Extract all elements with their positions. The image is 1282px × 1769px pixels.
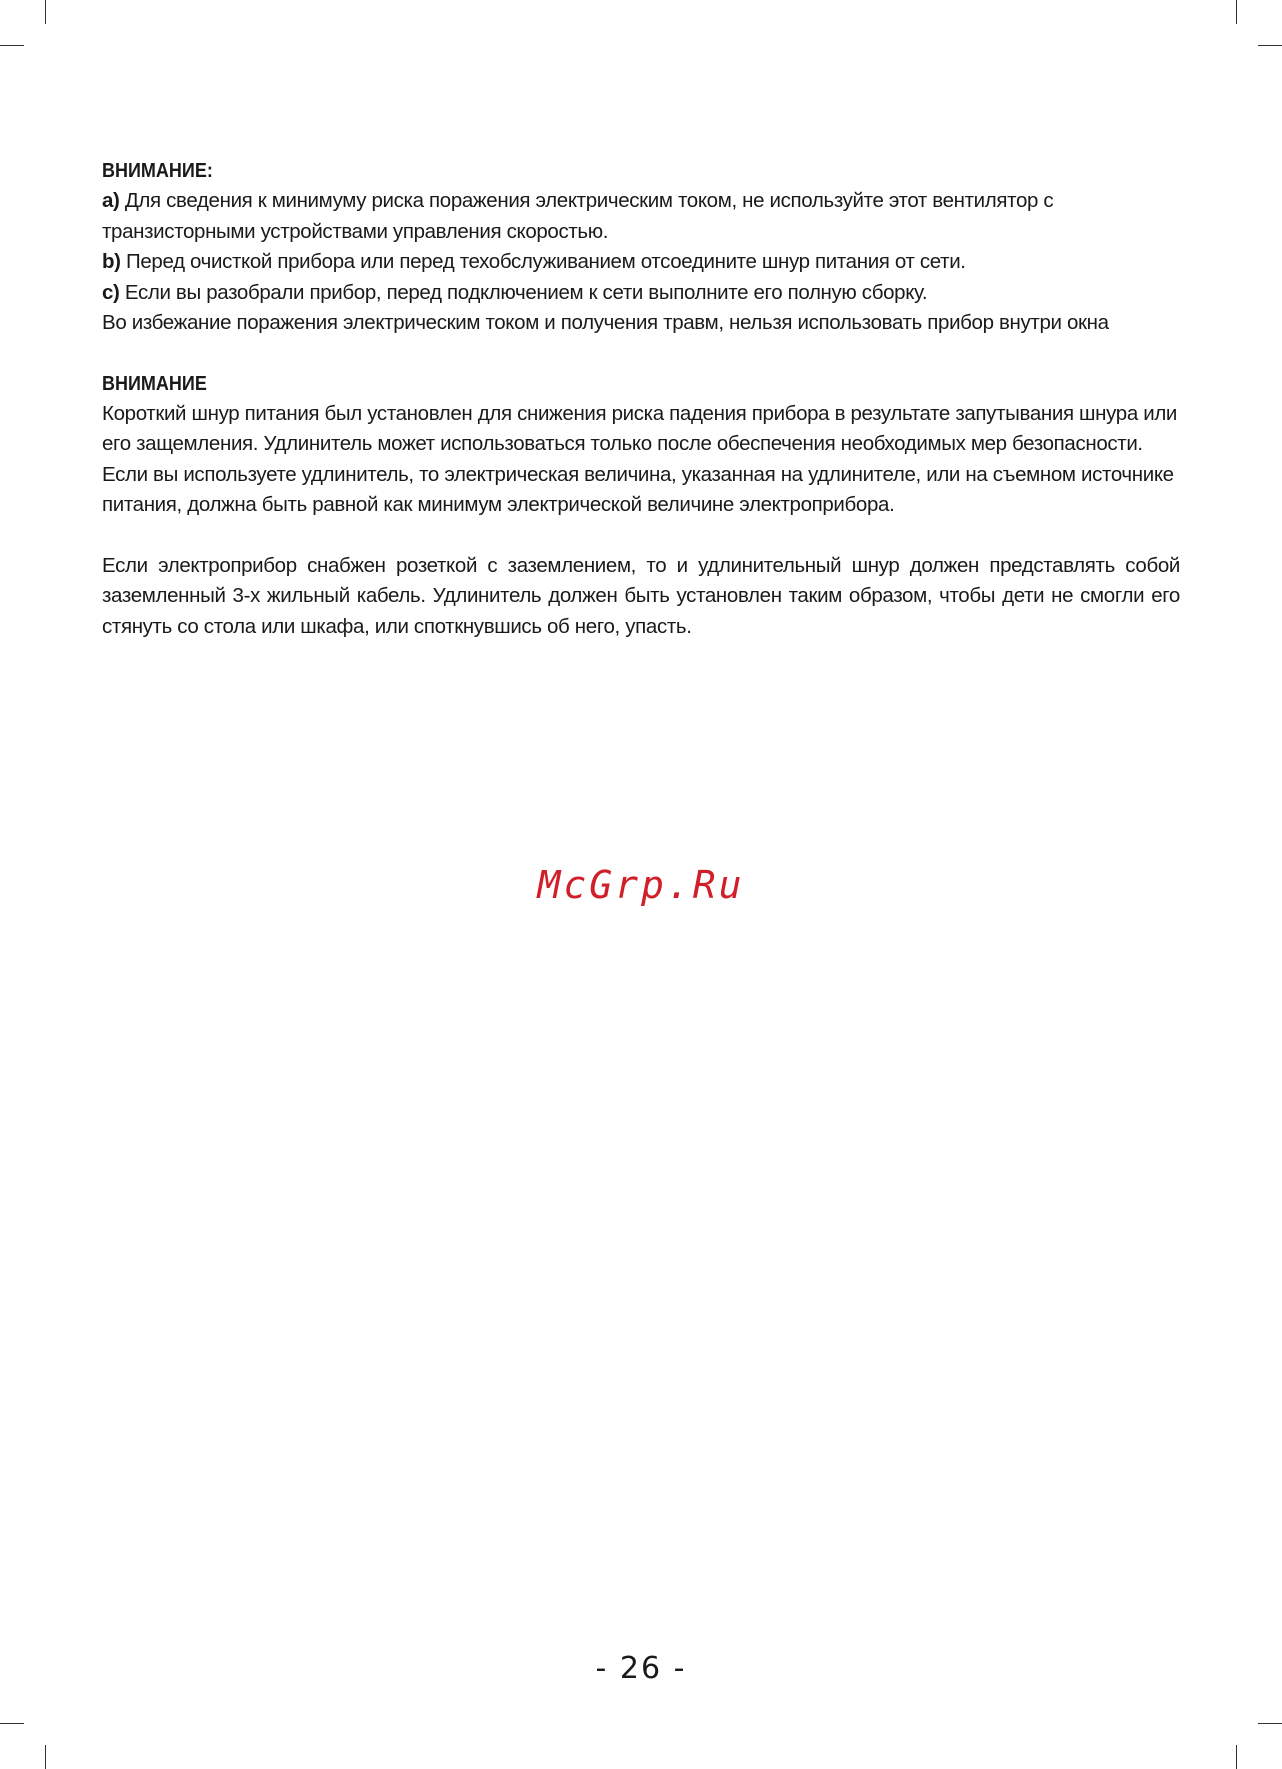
warning-heading-1: ВНИМАНИЕ: (102, 160, 213, 182)
extension-cord-paragraph: Короткий шнур питания был установлен для снижения риска падения прибора в результате запутывания шнура или его защемления. Удлинитель может использоваться только после обеспечения необходимых мер безопасности. Если вы используете удлинитель, то электрическая величина, указанная на удлинителе, или на съемном источнике питания, должна быть равной как минимум электрической величине электроприбора. (102, 401, 1178, 516)
item-text-a: Для сведения к минимуму риска поражения электрическим током, не используйте этот вентилятор с транзисторными устройствами управления скоростью. (102, 189, 1054, 243)
section-spacer (102, 339, 1180, 369)
warning-note: Во избежание поражения электрическим током и получения травм, нельзя использовать прибор внутри окна (102, 311, 1109, 334)
document-body (102, 156, 1180, 642)
crop-mark-top-right-vertical (1236, 0, 1237, 24)
item-marker-a: a) (102, 189, 120, 212)
grounding-paragraph: Если электроприбор снабжен розеткой с заземлением, то и удлинительный шнур должен представлять собой заземленный 3-х жильный кабель. Удлинитель должен быть установлен таким образом, чтобы дети не смогли его стянуть со стола или шкафа, или споткнувшись об него, упасть. (102, 553, 1180, 638)
page-number: - 26 - (595, 1651, 687, 1686)
crop-mark-top-left-vertical (45, 0, 46, 24)
crop-mark-bottom-right-vertical (1236, 1745, 1237, 1769)
paragraph-spacer (102, 521, 1180, 551)
crop-mark-bottom-left-horizontal (0, 1723, 24, 1724)
item-marker-b: b) (102, 250, 121, 273)
crop-mark-top-left-horizontal (0, 45, 24, 46)
item-text-b: Перед очисткой прибора или перед техобслуживанием отсоедините шнур питания от сети. (120, 250, 966, 273)
warning-heading-2: ВНИМАНИЕ (102, 372, 207, 395)
item-text-c: Если вы разобрали прибор, перед подключением к сети выполните его полную сборку. (119, 280, 928, 304)
warning-item-b (102, 247, 1180, 278)
warning-item-a (102, 186, 1180, 247)
item-marker-c: c) (102, 280, 120, 304)
warning-item-c (102, 278, 1180, 309)
watermark-logo: McGrp.Ru (537, 863, 745, 907)
crop-mark-top-right-horizontal (1258, 45, 1282, 46)
crop-mark-bottom-right-horizontal (1258, 1723, 1282, 1724)
crop-mark-bottom-left-vertical (45, 1745, 46, 1769)
